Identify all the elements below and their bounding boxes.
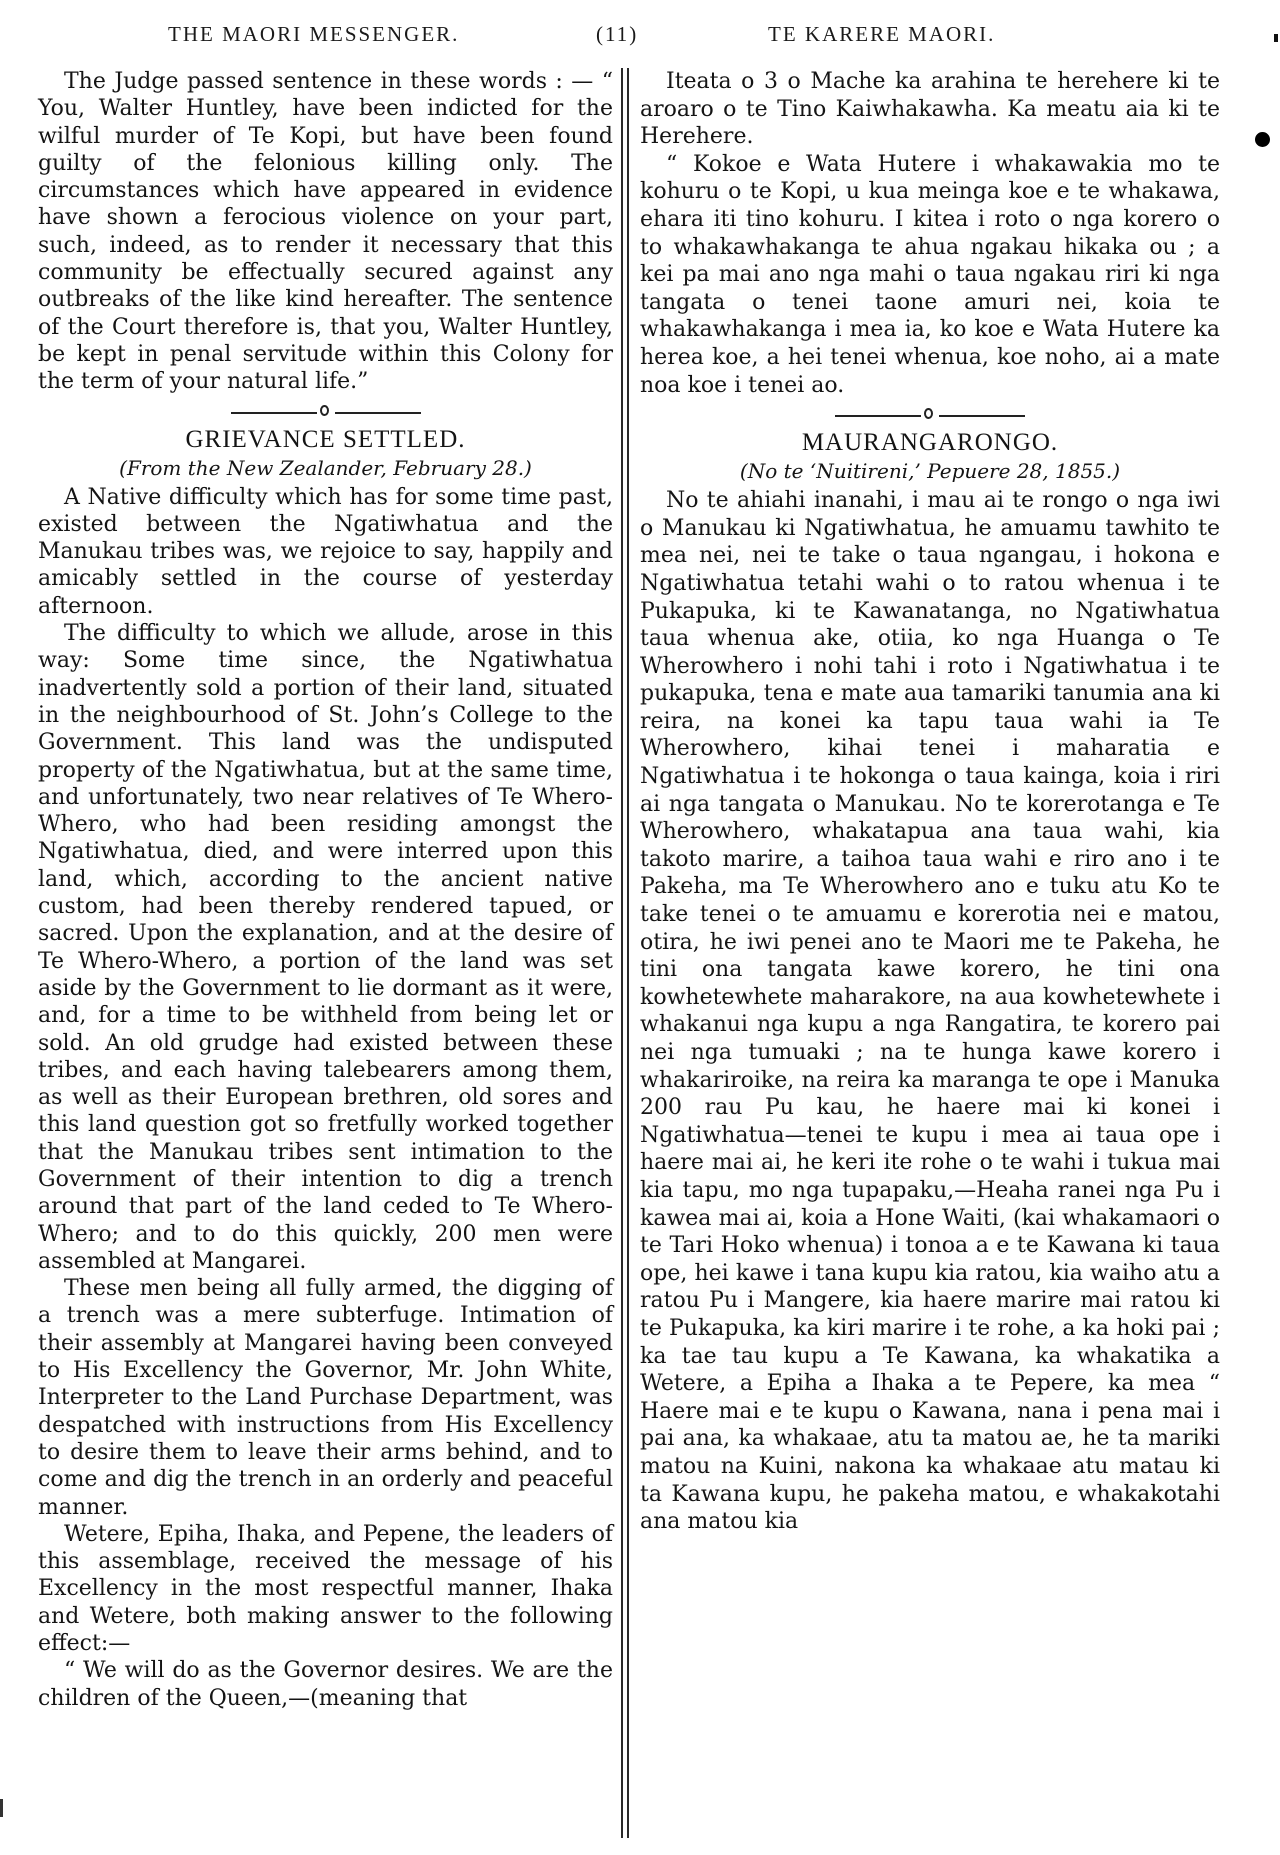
maori-sentence-paragraph: “ Kokoe e Wata Hutere i whakawakia mo te kohuru o te Kopi, u kua meinga koe e te whakawa, ehara iti tino kohuru. I kitea i roto o nga korero o to whakawhakanga te ahua ngakau hikaka ou ; a kei pa mai ano nga mahi o taua ngakau riri ki nga tangata o tenei taone amuri nei, koia te whakawhakanga i mea ia, ko koe e Wata Hutere ka herea koe, a hei tenei whenua, koe noho, ai a mate noa koe i tenei ao.	[640, 151, 1220, 398]
article-paragraph: These men being all fully armed, the digging of a trench was a mere subterfuge. Intimation of their assembly at Mangarei having been conveyed to His Excellency the Governor, Mr. John White, Interpreter to the Land Purchase Department, was despatched with instructions from His Excellency to desire them to leave their arms behind, and to come and dig the trench in an orderly and peaceful manner.	[38, 1276, 613, 1520]
running-header	[0, 10, 1280, 50]
margin-mark	[0, 1799, 3, 1817]
margin-tick-mark	[1274, 34, 1278, 42]
maori-article-source: (No te ‘Nuitireni,’ Pepuere 28, 1855.)	[739, 459, 1121, 484]
column-rule	[621, 68, 623, 1838]
article-headline: GRIEVANCE SETTLED.	[185, 425, 466, 453]
maori-opening-paragraph: Iteata o 3 o Mache ka arahina te herehere ki te aroaro o te Tino Kaiwhakawha. Ka meatu aia ki te Herehere.	[640, 69, 1220, 150]
article-source: (From the New Zealander, February 28.)	[119, 455, 532, 480]
judge-sentence-paragraph: The Judge passed sentence in these words : — “ You, Walter Huntley, have been indicted for the wilful murder of Te Kopi, but have been found guilty of the felonious killing only. The circumstances which have appeared in evidence have shown a ferocious violence on your part, such, indeed, as to render it necessary that this community be effectually secured against any outbreaks of the like kind hereafter. The sentence of the Court therefore is, that you, Walter Huntley, be kept in penal servitude within this Colony for the term of your natural life.”	[38, 69, 613, 395]
header-maori-title: TE KARERE MAORI.	[768, 22, 996, 46]
page-number: (11)	[596, 22, 639, 46]
article-paragraph: “ We will do as the Governor desires. We are the children of the Queen,—(meaning that	[38, 1658, 613, 1711]
article-paragraph: The difficulty to which we allude, arose in this way: Some time since, the Ngatiwhatua inadvertently sold a portion of their land, situated in the neighbourhood of St. John’s College to the Government. This land was the undisputed property of the Ngatiwhatua, but at the same time, and unfortunately, two near relatives of Te Whero-Whero, who had been residing amongst the Ngatiwhatua, died, and were interred upon this land, which, according to the ancient native custom, had been thereby rendered tapued, or sacred. Upon the explanation, and at the desire of Te Whero-Whero, a portion of the land was set aside by the Government to lie dormant as it were, and, for a time to be withheld from being let or sold. An old grudge had existed between these tribes, and each having talebearers among them, as well as their European brethren, old sores and this land question got so fretfully worked together that the Manukau tribes sent intimation to the Government of their intention to dig a trench around that part of the land ceded to Te Whero-Whero; and to do this quickly, 200 men were assembled at Mangarei.	[38, 621, 613, 1274]
header-english-title: THE MAORI MESSENGER.	[168, 22, 460, 46]
article-paragraph: A Native difficulty which has for some time past, existed between the Ngatiwhatua and the Manukau tribes was, we rejoice to say, happily and amicably settled in the course of yesterday afternoon.	[38, 484, 613, 619]
section-divider	[231, 404, 421, 420]
article-paragraph: Wetere, Epiha, Ihaka, and Pepene, the leaders of this assemblage, received the message of his Excellency in the most respectful manner, Ihaka and Wetere, both making answer to the following effect:—	[38, 1521, 613, 1657]
maori-article-headline: MAURANGARONGO.	[801, 429, 1059, 457]
maori-column	[640, 68, 1220, 1536]
section-divider	[835, 407, 1025, 423]
maori-article-paragraph: No te ahiahi inanahi, i mau ai te rongo o nga iwi o Manukau ki Ngatiwhatua, he amuamu tawhito te mea nei, nei te take o taua ngangau, i hokona e Ngatiwhatua tetahi wahi o to ratou whenua i te Pukapuka, ki te Kawanatanga, no Ngatiwhatua taua whenua ake, otiia, ko nga Huanga o Te Wherowhero i nohi tahi i roto i Ngatiwhatua i te pukapuka, tena e mate aua tamariki tanumia ana ki reira, na konei ka tapu taua wahi ia Te Wherowhero, kihai tenei i maharatia e Ngatiwhatua i te hokonga o taua kainga, koia i riri ai nga tangata o Manukau. No te korerotanga e Te Wherowhero, whakatapua ana taua wahi, kia takoto marire, a taihoa taua wahi e riro ano i te Pakeha, ma Te Wherowhero ano e tuku atu Ko te take tenei o te amuamu e korerotia nei e matou, otira, he iwi penei ano te Maori me te Pakeha, he tini ona tangata kawe korero, he tini ona kowhetewhete maharakore, na aua kowhetewhete i whakanui nga kupu a nga Rangatira, te korero pai nei nga tumuaki ; na te hunga kawe korero i whakariroike, na reira ka maranga te ope i Manuka 200 rau Pu kau, he haere mai ki konei i Ngatiwhatua—tenei te kupu i mea ai taua ope i haere mai ai, he keri ite rohe o te wahi i tukua mai kia tapu, mo nga tupapaku,—Heaha ranei nga Pu i kawea mai ai, koia a Hone Waiti, (kai whakamaori o te Tari Hoko whenua) i tonoa a e te Kawana ki taua ope, hei kawe i tana kupu kia ratou, kia waiho atu a ratou Pu i Mangere, kia haere marire mai ratou ki te Pukapuka, ka kiri marire i te rohe, a ka hoki pai ; ka tae tau kupu a Te Kawana, ka whakatika a Wetere, a Epiha a Ihaka a te Pepere, ka mea “ Haere mai e te kupu o Kawana, nana i pena mai i pai ana, ka whakaae, atu ta matou ae, he ta mariki matou na Kuini, nakona ka whakaae atu matau ki ta Kawana kupu, he pakeha matou, e whakakotahi ana matou kia	[640, 488, 1220, 1535]
column-rule	[627, 68, 629, 1838]
english-column	[38, 68, 613, 1712]
ink-blot	[1255, 132, 1270, 147]
